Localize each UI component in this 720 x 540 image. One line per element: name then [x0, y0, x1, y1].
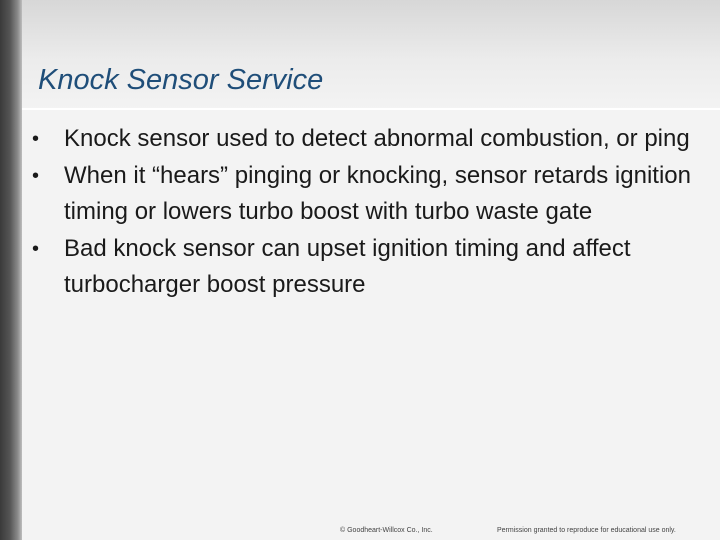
bullet-list — [30, 121, 710, 304]
bullet-text: Bad knock sensor can upset ignition timing and affect turbocharger boost pressure — [64, 234, 631, 298]
slide-title: Knock Sensor Service — [38, 64, 324, 96]
bullet-text: When it “hears” pinging or knocking, sensor retards ignition timing or lowers turbo boost with turbo waste gate — [64, 161, 691, 225]
footer-copyright: © Goodheart-Willcox Co., Inc. — [340, 527, 433, 534]
bullet-icon: • — [32, 164, 40, 187]
bullet-text: Knock sensor used to detect abnormal combustion, or ping — [64, 125, 690, 152]
title-divider — [22, 108, 720, 110]
bullet-item — [30, 158, 710, 231]
bullet-icon: • — [32, 128, 40, 150]
left-accent-bar — [0, 0, 22, 540]
bullet-icon: • — [32, 237, 40, 260]
bullet-item — [30, 121, 710, 158]
bullet-item — [30, 231, 710, 304]
footer-permission: Permission granted to reproduce for educational use only. — [497, 527, 676, 534]
